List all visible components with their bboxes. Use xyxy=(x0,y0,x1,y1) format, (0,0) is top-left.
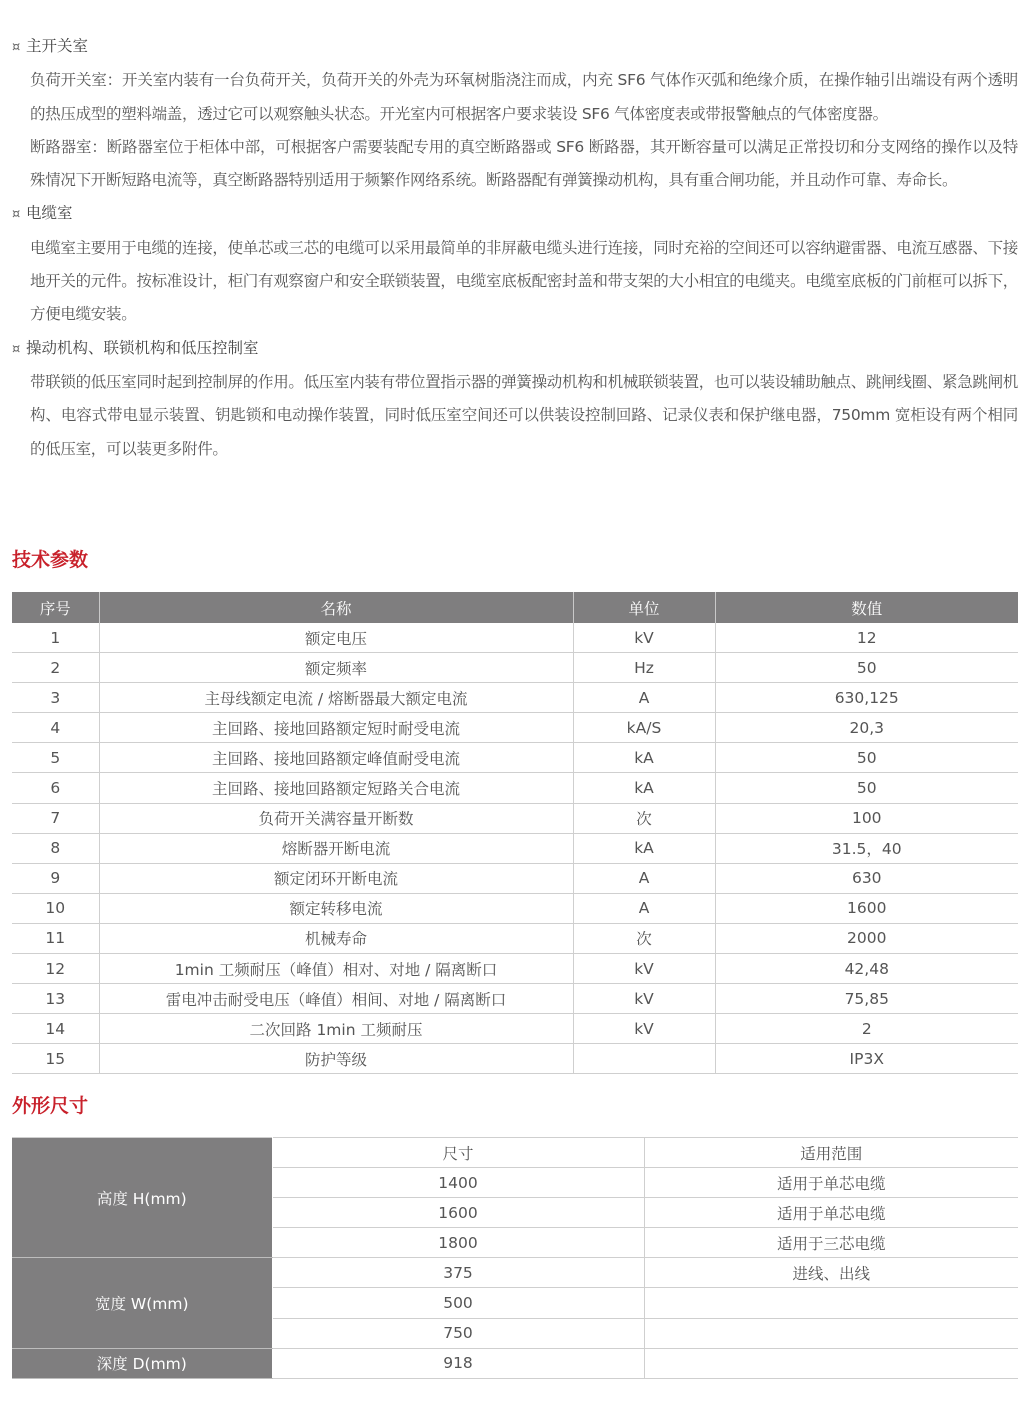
table-row xyxy=(12,683,1018,713)
table-cell: 2 xyxy=(715,1014,1018,1044)
table-cell: 负荷开关满容量开断数 xyxy=(99,803,573,833)
table-row xyxy=(12,833,1018,863)
table-cell: 额定闭环开断电流 xyxy=(99,863,573,893)
table-cell: 10 xyxy=(12,893,99,923)
table-row xyxy=(12,923,1018,953)
table-cell: 50 xyxy=(715,773,1018,803)
table-cell: 500 xyxy=(272,1288,644,1318)
table-row xyxy=(12,803,1018,833)
spec-header-row xyxy=(12,592,1018,623)
header-index: 序号 xyxy=(12,592,99,623)
table-cell: 14 xyxy=(12,1014,99,1044)
table-cell: 主母线额定电流 / 熔断器最大额定电流 xyxy=(99,683,573,713)
table-cell: 7 xyxy=(12,803,99,833)
table-cell: 1 xyxy=(12,623,99,653)
bullet-icon: ¤ xyxy=(12,40,21,55)
depth-label: 深度 D(mm) xyxy=(12,1348,272,1378)
scope-header: 适用范围 xyxy=(644,1138,1018,1168)
table-cell: kA xyxy=(573,773,715,803)
table-cell: kV xyxy=(573,954,715,984)
intro-text xyxy=(12,30,1018,466)
table-cell: 12 xyxy=(715,623,1018,653)
table-cell: 主回路、接地回路额定短路关合电流 xyxy=(99,773,573,803)
paragraph-cable-room: 电缆室主要用于电缆的连接，使单芯或三芯的电缆可以采用最简单的非屏蔽电缆头进行连接，同时充裕的空间还可以容纳避雷器、电流互感器、下接地开关的元件。按标准设计，柜门有观察窗户和安全联锁装置，电缆室底板配密封盖和带支架的大小相宜的电缆夹。电缆室底板的门前框可以拆下，方便电缆安装。 xyxy=(30,238,1019,324)
table-cell: 5 xyxy=(12,743,99,773)
table-cell: 1800 xyxy=(272,1228,644,1258)
table-cell: 8 xyxy=(12,833,99,863)
table-cell: 13 xyxy=(12,984,99,1014)
table-cell: kA xyxy=(573,743,715,773)
table-row xyxy=(12,773,1018,803)
table-cell: 750 xyxy=(272,1318,644,1348)
table-cell: 防护等级 xyxy=(99,1044,573,1074)
table-cell: Hz xyxy=(573,653,715,683)
bullet-icon: ¤ xyxy=(12,341,21,357)
section-heading-main-switch: ¤ 主开关室 xyxy=(12,30,1018,64)
table-row xyxy=(12,1138,1018,1168)
table-cell: kV xyxy=(573,1014,715,1044)
table-row xyxy=(12,893,1018,923)
table-cell: 次 xyxy=(573,923,715,953)
dimensions-table xyxy=(12,1137,1018,1379)
table-cell: 42,48 xyxy=(715,954,1018,984)
table-cell xyxy=(644,1288,1018,1318)
paragraph-breaker-room: 断路器室：断路器室位于柜体中部，可根据客户需要装配专用的真空断路器或 SF6 断路器，其开断容量可以满足正常投切和分支网络的操作以及特殊情况下开断短路电流等，真空断路器特别适用于频繁作网络系统。断路器配有弹簧操动机构，具有重合闸功能，并且动作可靠、寿命长。 xyxy=(30,137,1018,190)
table-row xyxy=(12,623,1018,653)
table-cell: 6 xyxy=(12,773,99,803)
table-cell xyxy=(573,1044,715,1074)
table-cell: 次 xyxy=(573,803,715,833)
table-cell: 75,85 xyxy=(715,984,1018,1014)
paragraph-load-switch-room: 负荷开关室：开关室内装有一台负荷开关，负荷开关的外壳为环氧树脂浇注而成，内充 SF6 气体作灭弧和绝缘介质，在操作轴引出端设有两个透明的热压成型的塑料端盖，透过它可以观察触头状态。开光室内可根据客户要求装设 SF6 气体密度表或带报警触点的气体密度器。 xyxy=(30,71,1018,123)
header-unit: 单位 xyxy=(573,592,715,623)
table-cell: 适用于三芯电缆 xyxy=(644,1228,1018,1258)
bullet-icon: ¤ xyxy=(12,207,21,223)
table-row xyxy=(12,743,1018,773)
table-cell: IP3X xyxy=(715,1044,1018,1074)
table-cell: A xyxy=(573,863,715,893)
table-cell: 1400 xyxy=(272,1168,644,1198)
table-row xyxy=(12,1014,1018,1044)
depth-value: 918 xyxy=(272,1348,644,1378)
table-cell: 31.5，40 xyxy=(715,833,1018,863)
table-row xyxy=(12,984,1018,1014)
table-cell: A xyxy=(573,683,715,713)
table-row xyxy=(12,954,1018,984)
table-row xyxy=(12,1044,1018,1074)
paragraph-low-voltage-room: 带联锁的低压室同时起到控制屏的作用。低压室内装有带位置指示器的弹簧操动机构和机械联锁装置，也可以装设辅助触点、跳闸线圈、紧急跳闸机构、电容式带电显示装置、钥匙锁和电动操作装置，同时低压室空间还可以供装设控制回路、记录仪表和保护继电器，750mm 宽柜设有两个相同的低压室，可以装更多附件。 xyxy=(30,372,1019,458)
table-row xyxy=(12,713,1018,743)
table-cell: 100 xyxy=(715,803,1018,833)
height-label: 高度 H(mm) xyxy=(12,1138,272,1258)
table-cell: 630,125 xyxy=(715,683,1018,713)
table-cell: 主回路、接地回路额定峰值耐受电流 xyxy=(99,743,573,773)
table-cell: 适用于单芯电缆 xyxy=(644,1168,1018,1198)
table-row xyxy=(12,1258,1018,1288)
section-heading-cable-room: ¤ 电缆室 xyxy=(12,197,1018,231)
table-cell: 额定转移电流 xyxy=(99,893,573,923)
table-cell: kA xyxy=(573,833,715,863)
table-cell: 50 xyxy=(715,653,1018,683)
table-cell: 熔断器开断电流 xyxy=(99,833,573,863)
table-cell: 1min 工频耐压（峰值）相对、对地 / 隔离断口 xyxy=(99,954,573,984)
table-row xyxy=(12,653,1018,683)
table-cell: kV xyxy=(573,984,715,1014)
table-cell: 50 xyxy=(715,743,1018,773)
table-cell: 630 xyxy=(715,863,1018,893)
table-cell: 2 xyxy=(12,653,99,683)
table-cell: kA/S xyxy=(573,713,715,743)
table-cell: 机械寿命 xyxy=(99,923,573,953)
table-cell: A xyxy=(573,893,715,923)
table-cell xyxy=(644,1318,1018,1348)
table-cell: 适用于单芯电缆 xyxy=(644,1198,1018,1228)
table-cell: 11 xyxy=(12,923,99,953)
table-cell: 额定频率 xyxy=(99,653,573,683)
depth-scope xyxy=(644,1348,1018,1378)
table-cell: 12 xyxy=(12,954,99,984)
table-cell: 雷电冲击耐受电压（峰值）相间、对地 / 隔离断口 xyxy=(99,984,573,1014)
table-cell: 进线、出线 xyxy=(644,1258,1018,1288)
table-cell: 主回路、接地回路额定短时耐受电流 xyxy=(99,713,573,743)
dimensions-title: 外形尺寸 xyxy=(12,1095,89,1117)
table-cell: 20,3 xyxy=(715,713,1018,743)
table-cell: 375 xyxy=(272,1258,644,1288)
header-name: 名称 xyxy=(99,592,573,623)
table-cell: 1600 xyxy=(715,893,1018,923)
spec-table xyxy=(12,592,1018,1074)
table-cell: 3 xyxy=(12,683,99,713)
table-row xyxy=(12,863,1018,893)
table-cell: 4 xyxy=(12,713,99,743)
table-cell: 额定电压 xyxy=(99,623,573,653)
table-cell: 15 xyxy=(12,1044,99,1074)
spec-title: 技术参数 xyxy=(12,549,89,571)
table-cell: 二次回路 1min 工频耐压 xyxy=(99,1014,573,1044)
size-header: 尺寸 xyxy=(272,1138,644,1168)
table-cell: kV xyxy=(573,623,715,653)
table-cell: 2000 xyxy=(715,923,1018,953)
table-cell: 1600 xyxy=(272,1198,644,1228)
table-cell: 9 xyxy=(12,863,99,893)
table-row xyxy=(12,1348,1018,1378)
header-value: 数值 xyxy=(715,592,1018,623)
section-heading-mechanism: ¤ 操动机构、联锁机构和低压控制室 xyxy=(12,332,1018,366)
width-label: 宽度 W(mm) xyxy=(12,1258,272,1348)
